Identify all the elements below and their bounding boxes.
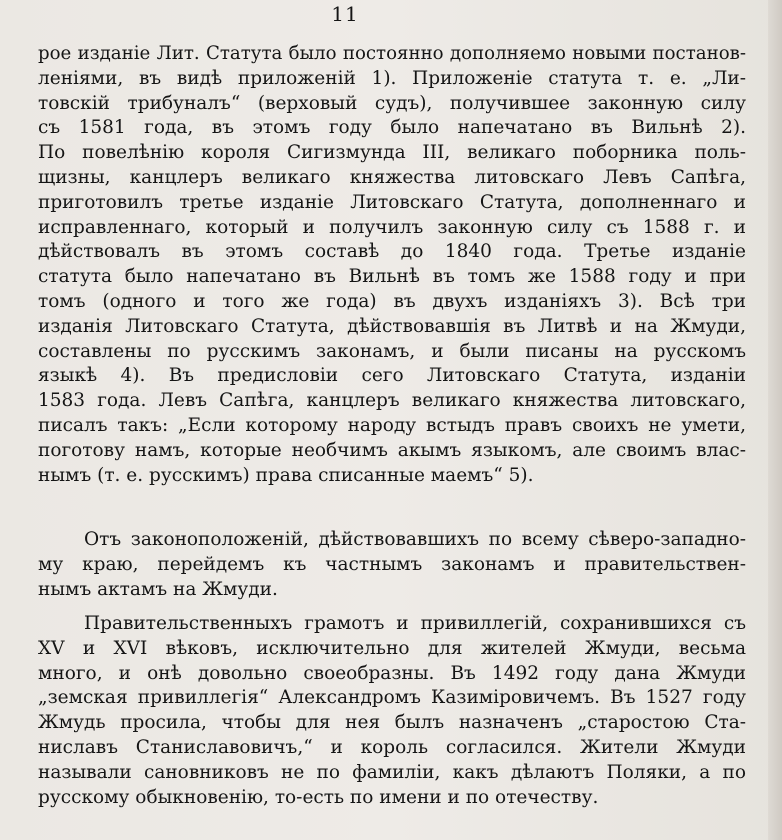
text-line: Жмудь просила, чтобы для нея былъ назначенъ „старостою Ста- [38,712,746,734]
text-line: составлены по русскимъ законамъ, и были писаны на русскомъ [38,340,746,362]
text-line: дѣйствовалъ въ этомъ составѣ до 1840 года. Третье изданіе [38,241,746,263]
text-line: ниславъ Станиславовичъ,“ и король согласился. Жители Жмуди [38,736,746,758]
text-line: языкѣ 4). Въ предисловіи сего Литовскаго Статута, изданіи [38,365,746,387]
text-line: статута было напечатано въ Вильнѣ въ томъ же 1588 году и при [38,266,746,288]
text-line: 1583 года. Левъ Сапѣга, канцлеръ великаго княжества литовскаго, [38,390,746,412]
text-line: леніями, въ видѣ приложеній 1). Приложеніе статута т. е. „Ли- [38,67,746,89]
text-line: приготовилъ третье изданіе Литовскаго Статута, дополненнаго и [38,191,746,213]
text-line: По повелѣнію короля Сигизмунда III, великаго поборника поль- [38,142,746,164]
page-edge [768,0,782,840]
text-line: нымъ (т. е. русскимъ) права списанные маемъ“ 5). [38,464,534,486]
text-line: изданія Литовскаго Статута, дѣйствовавшія въ Литвѣ и на Жмуди, [38,315,746,337]
text-line: много, и онѣ довольно своеобразны. Въ 1492 году дана Жмуди [38,662,746,684]
paragraph-2 [38,528,746,602]
paragraph-1 [38,42,746,488]
text-line: съ 1581 года, въ этомъ году было напечатано въ Вильнѣ 2). [38,117,746,139]
text-line: Отъ законоположеній, дѣйствовавшихъ по всему сѣверо-западно- [84,529,746,550]
text-line: „земская привиллегія“ Александромъ Казиміровичемъ. Въ 1527 году [38,687,746,709]
text-line: рое изданіе Лит. Статута было постоянно дополняемо новыми постанов- [38,43,746,64]
paragraph-3 [38,612,746,810]
text-line: называли сановниковъ не по фамиліи, какъ дѣлаютъ Поляки, а по [38,761,746,783]
text-line: исправленнаго, который и получилъ законную силу съ 1588 г. и [38,216,746,238]
text-line: XV и XVI вѣковъ, исключительно для жителей Жмуди, весьма [38,637,746,659]
text-line: Правительственныхъ грамотъ и привиллегій, сохранившихся съ [84,613,746,634]
text-line: писалъ такъ: „Если которому народу встыдъ правъ своихъ не умети, [38,414,746,436]
text-line: му краю, перейдемъ къ частнымъ законамъ и правительствен- [38,553,746,575]
page-number: 11 [331,2,359,26]
text-line: поготову намъ, которые необчимъ акымъ языкомъ, але своимъ влас- [38,439,746,461]
text-line: томъ (одного и того же года) въ двухъ изданіяхъ 3). Всѣ три [38,290,746,312]
text-line: товскій трибуналъ“ (верховый судъ), получившее законную силу [38,92,746,114]
text-line: щизны, канцлеръ великаго княжества литовскаго Левъ Сапѣга, [38,166,746,188]
text-line: нымъ актамъ на Жмуди. [38,578,278,600]
text-line: русскому обыкновенію, то-есть по имени и по отечеству. [38,786,599,808]
